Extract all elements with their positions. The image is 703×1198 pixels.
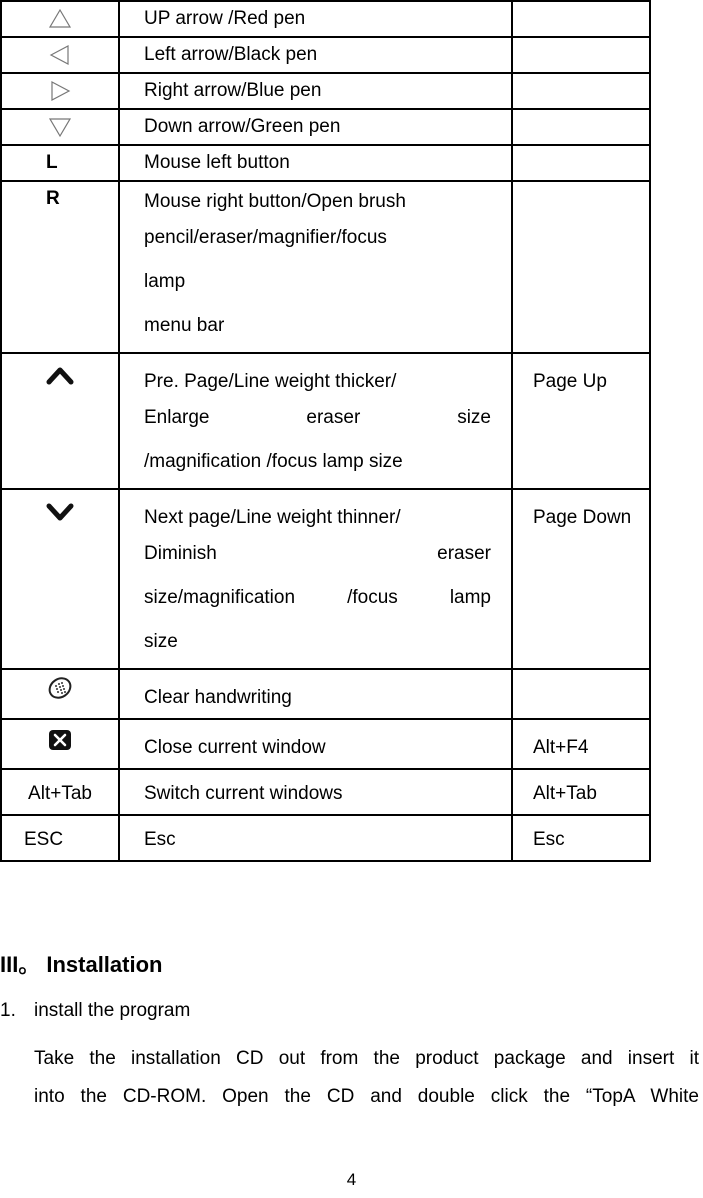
description-text: Mouse left button bbox=[144, 152, 290, 173]
description-line: menu bar bbox=[144, 315, 225, 336]
close-window-icon bbox=[47, 728, 73, 752]
shortcut-label: Page Down bbox=[533, 507, 632, 528]
shortcut-cell bbox=[512, 109, 650, 145]
down-triangle-icon bbox=[48, 116, 72, 138]
shortcut-cell bbox=[512, 719, 650, 769]
description-cell bbox=[119, 489, 512, 669]
description-line: Next page/Line weight thinner/ bbox=[144, 507, 401, 528]
right-triangle-icon bbox=[48, 80, 72, 102]
description-cell bbox=[119, 353, 512, 489]
section-title: Installation bbox=[46, 952, 163, 977]
list-item bbox=[0, 1000, 190, 1022]
description-cell bbox=[119, 1, 512, 37]
description-cell bbox=[119, 109, 512, 145]
description-text: Left arrow/Black pen bbox=[144, 44, 318, 65]
table-row bbox=[1, 37, 650, 73]
key-label: L bbox=[46, 152, 58, 173]
shortcut-cell bbox=[512, 73, 650, 109]
table-row bbox=[1, 719, 650, 769]
description-line: size/magnification /focus lamp bbox=[144, 587, 491, 608]
description-line: Mouse right button/Open brush bbox=[144, 191, 406, 212]
description-cell bbox=[119, 145, 512, 181]
clear-handwriting-icon bbox=[46, 674, 74, 702]
page-number: 4 bbox=[346, 1170, 357, 1189]
description-line: lamp bbox=[144, 271, 186, 292]
description-cell bbox=[119, 719, 512, 769]
table-row bbox=[1, 1, 650, 37]
shortcut-cell bbox=[512, 489, 650, 669]
shortcut-cell bbox=[512, 769, 650, 815]
up-triangle-icon bbox=[48, 8, 72, 30]
description-line: Diminish eraser bbox=[144, 543, 491, 564]
description-line: Enlarge eraser size bbox=[144, 407, 491, 428]
paragraph-line: into the CD-ROM. Open the CD and double click the “TopA White bbox=[34, 1086, 699, 1107]
paragraph-line: Take the installation CD out from the product package and insert it bbox=[34, 1048, 699, 1069]
key-cell bbox=[1, 815, 119, 861]
shortcut-cell bbox=[512, 145, 650, 181]
key-label: R bbox=[46, 188, 60, 209]
key-cell bbox=[1, 353, 119, 489]
key-cell bbox=[1, 109, 119, 145]
description-text: Close current window bbox=[144, 737, 326, 758]
shortcut-cell bbox=[512, 1, 650, 37]
description-line: /magnification /focus lamp size bbox=[144, 451, 403, 472]
table-row bbox=[1, 353, 650, 489]
description-text: Esc bbox=[144, 829, 176, 850]
table-row bbox=[1, 181, 650, 353]
table-row bbox=[1, 489, 650, 669]
key-label: ESC bbox=[24, 829, 64, 850]
description-cell bbox=[119, 181, 512, 353]
description-text: Right arrow/Blue pen bbox=[144, 80, 322, 101]
body-paragraph bbox=[34, 1040, 699, 1116]
description-cell bbox=[119, 73, 512, 109]
key-cell bbox=[1, 489, 119, 669]
shortcut-label: Esc bbox=[533, 829, 565, 850]
description-line: size bbox=[144, 631, 178, 652]
description-text: Switch current windows bbox=[144, 783, 343, 804]
chevron-up-icon bbox=[45, 364, 75, 388]
shortcut-label: Alt+Tab bbox=[533, 783, 597, 804]
shortcut-cell bbox=[512, 181, 650, 353]
table-row bbox=[1, 109, 650, 145]
key-cell bbox=[1, 719, 119, 769]
section-number: III。 bbox=[0, 952, 41, 977]
description-cell bbox=[119, 669, 512, 719]
table-row bbox=[1, 769, 650, 815]
list-item-text: install the program bbox=[34, 1000, 191, 1021]
description-line: Pre. Page/Line weight thicker/ bbox=[144, 371, 397, 392]
table-row bbox=[1, 669, 650, 719]
shortcut-cell bbox=[512, 37, 650, 73]
shortcut-cell bbox=[512, 353, 650, 489]
table-row bbox=[1, 815, 650, 861]
shortcut-label: Alt+F4 bbox=[533, 737, 589, 758]
key-cell bbox=[1, 145, 119, 181]
description-cell bbox=[119, 37, 512, 73]
chevron-down-icon bbox=[45, 500, 75, 524]
key-cell bbox=[1, 37, 119, 73]
key-cell bbox=[1, 181, 119, 353]
description-cell bbox=[119, 815, 512, 861]
table-row bbox=[1, 145, 650, 181]
key-cell bbox=[1, 73, 119, 109]
table-row bbox=[1, 73, 650, 109]
description-text: Down arrow/Green pen bbox=[144, 116, 341, 137]
shortcut-cell bbox=[512, 815, 650, 861]
key-cell bbox=[1, 1, 119, 37]
description-text: UP arrow /Red pen bbox=[144, 8, 306, 29]
description-line: pencil/eraser/magnifier/focus bbox=[144, 227, 387, 248]
description-text: Clear handwriting bbox=[144, 687, 292, 708]
description-cell bbox=[119, 769, 512, 815]
shortcut-label: Page Up bbox=[533, 371, 607, 392]
key-cell bbox=[1, 769, 119, 815]
key-cell bbox=[1, 669, 119, 719]
key-label: Alt+Tab bbox=[28, 783, 92, 804]
shortcut-cell bbox=[512, 669, 650, 719]
left-triangle-icon bbox=[48, 44, 72, 66]
list-item-number: 1. bbox=[0, 1000, 16, 1021]
section-heading bbox=[0, 948, 162, 979]
